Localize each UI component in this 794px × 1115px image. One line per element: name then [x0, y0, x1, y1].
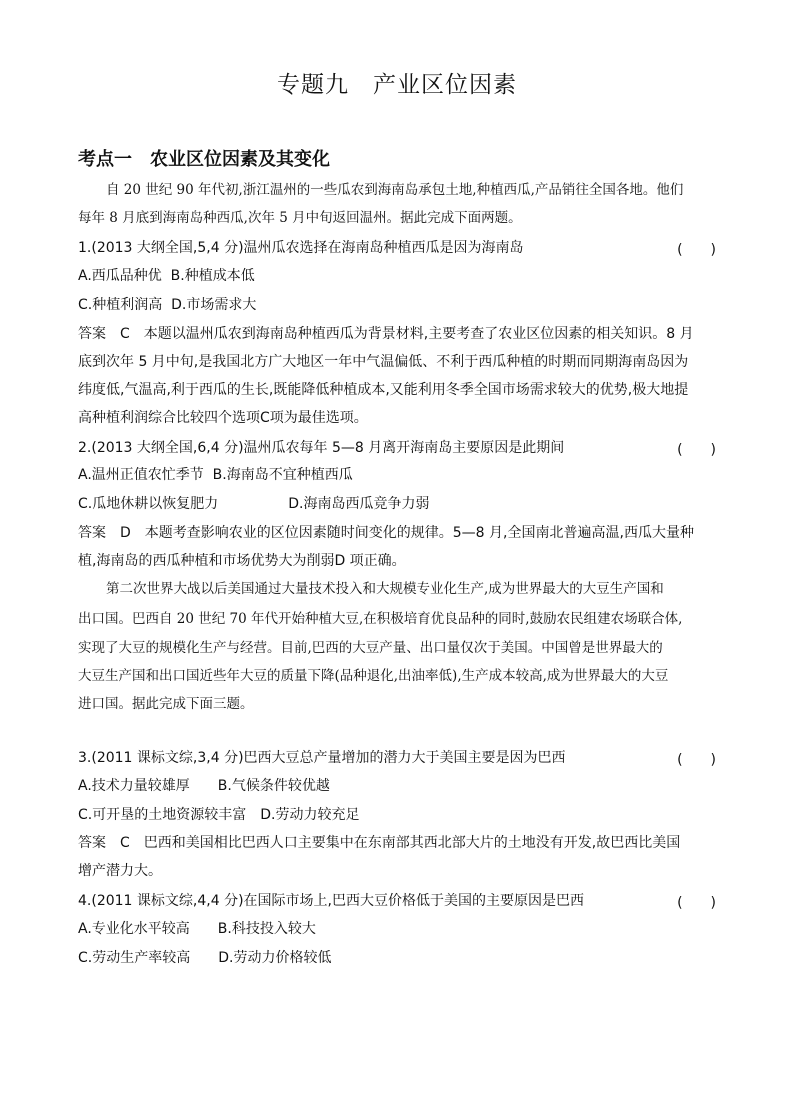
intro1-line-2: 每年 8 月底到海南岛种西瓜,次年 5 月中旬返回温州。据此完成下面两题。 — [78, 210, 522, 226]
q1-options-cd: C.种植利润高 D.市场需求大 — [78, 297, 257, 313]
q2-options-ab: A.温州正值农忙季节 B.海南岛不宜种植西瓜 — [78, 467, 353, 483]
q1-answer-line: 纬度低,气温高,利于西瓜的生长,既能降低种植成本,又能利用冬季全国市场需求较大的优势,极大地提 — [78, 382, 689, 398]
q2-stem: 2.(2013 大纲全国,6,4 分)温州瓜农每年 5—8 月离开海南岛主要原因是此期间 — [78, 440, 565, 456]
q1-answer-line: 答案 C 本题以温州瓜农到海南岛种植西瓜为背景材料,主要考查了农业区位因素的相关知识。8 月 — [78, 326, 694, 342]
q4-options-cd: C.劳动生产率较高 D.劳动力价格较低 — [78, 950, 332, 966]
q4-stem: 4.(2011 课标文综,4,4 分)在国际市场上,巴西大豆价格低于美国的主要原因是巴西 — [78, 893, 584, 909]
q3-options-ab: A.技术力量较雄厚 B.气候条件较优越 — [78, 778, 330, 794]
q3-options-cd: C.可开垦的土地资源较丰富 D.劳动力较充足 — [78, 807, 360, 823]
q3-answer-line: 增产潜力大。 — [78, 863, 162, 879]
q2-options-cd: C.瓜地休耕以恢复肥力 D.海南岛西瓜竞争力弱 — [78, 496, 430, 512]
intro2-line: 大豆生产国和出口国近些年大豆的质量下降(品种退化,出油率低),生产成本较高,成为世界最大的大豆 — [78, 668, 669, 684]
q4-answer-bracket: ( ) — [677, 895, 716, 911]
q2-answer-bracket: ( ) — [677, 442, 716, 458]
q1-answer-bracket: ( ) — [677, 242, 716, 258]
q1-options-ab: A.西瓜品种优 B.种植成本低 — [78, 268, 255, 284]
intro2-line: 出口国。巴西自 20 世纪 70 年代开始种植大豆,在积极培育优良品种的同时,鼓励农民组建农场联合体, — [78, 611, 683, 627]
q1-answer-line: 高种植利润综合比较四个选项C项为最佳选项。 — [78, 410, 368, 426]
q3-stem: 3.(2011 课标文综,3,4 分)巴西大豆总产量增加的潜力大于美国主要是因为巴西 — [78, 750, 566, 766]
q3-answer-line: 答案 C 巴西和美国相比巴西人口主要集中在东南部其西北部大片的土地没有开发,故巴西比美国 — [78, 835, 681, 851]
q1-answer-line: 底到次年 5 月中旬,是我国北方广大地区一年中气温偏低、不利于西瓜种植的时期而同期海南岛因为 — [78, 354, 689, 370]
q4-options-ab: A.专业化水平较高 B.科技投入较大 — [78, 921, 316, 937]
intro1-line-1: 自 20 世纪 90 年代初,浙江温州的一些瓜农到海南岛承包土地,种植西瓜,产品销往全国各地。他们 — [106, 182, 684, 198]
intro2-line: 进口国。据此完成下面三题。 — [78, 696, 254, 712]
page-title: 专题九 产业区位因素 — [277, 72, 517, 98]
q2-answer-line: 植,海南岛的西瓜种植和市场优势大为削弱D 项正确。 — [78, 553, 406, 569]
q3-answer-bracket: ( ) — [677, 752, 716, 768]
q2-answer-line: 答案 D 本题考查影响农业的区位因素随时间变化的规律。5—8 月,全国南北普遍高温,西瓜大量种 — [78, 525, 694, 541]
section-heading: 考点一 农业区位因素及其变化 — [78, 149, 330, 170]
intro2-line: 第二次世界大战以后美国通过大量技术投入和大规模专业化生产,成为世界最大的大豆生产国和 — [106, 581, 664, 597]
intro2-line: 实现了大豆的规模化生产与经营。目前,巴西的大豆产量、出口量仅次于美国。中国曾是世界最大的 — [78, 640, 663, 656]
q1-stem: 1.(2013 大纲全国,5,4 分)温州瓜农选择在海南岛种植西瓜是因为海南岛 — [78, 240, 524, 256]
